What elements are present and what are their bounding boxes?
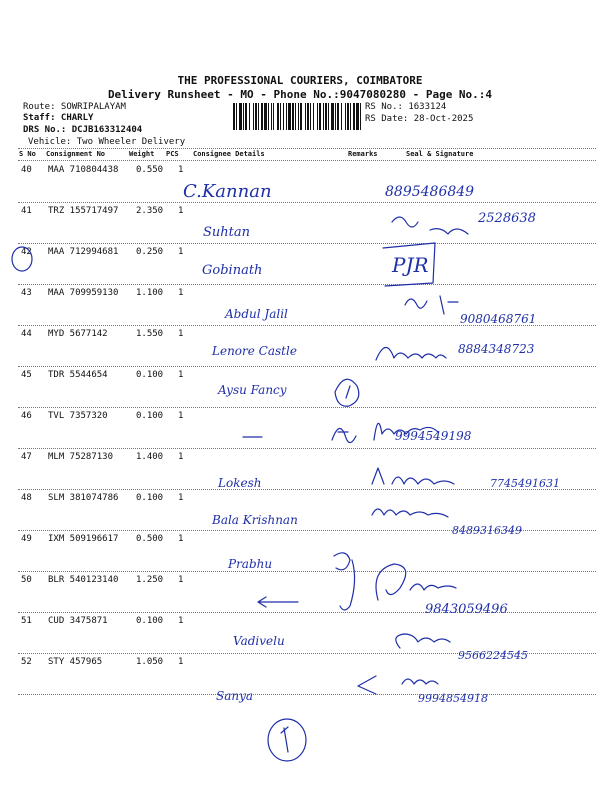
row-weight: 0.100 [136, 411, 164, 421]
rs-date: RS Date: 28-Oct-2025 [365, 114, 474, 124]
barcode-bar [288, 103, 291, 130]
row-weight: 2.350 [136, 206, 164, 216]
ink-sign-52: 9994854918 [418, 692, 488, 705]
table-header-rule [18, 160, 596, 161]
barcode-bar [347, 103, 349, 130]
row-rule [18, 202, 596, 203]
barcode-bar [233, 103, 235, 130]
barcode-bar [335, 103, 336, 130]
table-top-rule [18, 148, 596, 149]
barcode-bar [249, 103, 250, 130]
row-pcs: 1 [178, 247, 184, 257]
barcode-bar [283, 103, 284, 130]
rs-number: RS No.: 1633124 [365, 102, 447, 112]
col-header-sno: S No [19, 150, 36, 158]
row-weight: 0.500 [136, 534, 164, 544]
barcode-bar [323, 103, 324, 130]
row-pcs: 1 [178, 575, 184, 585]
barcode-bar [253, 103, 254, 130]
row-rule [18, 530, 596, 531]
row-consignment: TRZ 155717497 [48, 206, 119, 216]
barcode-bar [328, 103, 329, 130]
row-weight: 0.100 [136, 616, 164, 626]
row-rule [18, 571, 596, 572]
barcode-bar [261, 103, 263, 130]
col-header-consignment: Consignment No [46, 150, 106, 158]
barcode-bar [277, 103, 279, 130]
row-consignment: BLR 540123140 [48, 575, 119, 585]
row-sno: 51 [21, 616, 32, 626]
row-consignment: MYD 5677142 [48, 329, 108, 339]
barcode-bar [243, 103, 244, 130]
barcode-bar [298, 103, 299, 130]
row-sno: 44 [21, 329, 32, 339]
ink-scribble-43 [405, 296, 458, 314]
barcode-bar [268, 103, 269, 130]
ink-sign-50-scrawl [376, 564, 456, 600]
ink-mark-49 [334, 553, 355, 610]
barcode-bar [258, 103, 259, 130]
ink-box-42 [383, 243, 435, 286]
ink-arrow-50 [258, 597, 298, 607]
company-title: THE PROFESSIONAL COURIERS, COIMBATORE [177, 74, 423, 87]
barcode-bar [305, 103, 306, 130]
row-rule [18, 366, 596, 367]
barcode-bar [280, 103, 281, 130]
ink-arrow-52 [358, 676, 376, 694]
row-pcs: 1 [178, 657, 184, 667]
col-header-signature: Seal & Signature [406, 150, 474, 158]
ink-scribble-44 [376, 347, 446, 360]
ink-consignee-44: Lenore Castle [212, 344, 297, 358]
row-pcs: 1 [178, 165, 184, 175]
ink-scribble-41 [392, 217, 468, 234]
barcode-bar [350, 103, 351, 130]
barcode-bar [319, 103, 321, 130]
barcode-bar [345, 103, 346, 130]
ink-consignee-52: Sanya [216, 689, 254, 703]
barcode-bar [356, 103, 359, 130]
ink-sign-44: 8884348723 [458, 342, 535, 356]
ink-consignee-48: Bala Krishnan [212, 513, 298, 527]
row-rule [18, 325, 596, 326]
barcode-bar [245, 103, 247, 130]
ink-consignee-47: Lokesh [218, 476, 262, 490]
row-sno: 40 [21, 165, 32, 175]
row-sno: 46 [21, 411, 32, 421]
ink-consignee-51: Vadivelu [233, 634, 285, 648]
row-pcs: 1 [178, 206, 184, 216]
barcode-bar [300, 103, 302, 130]
ink-sign-43: 9080468761 [460, 312, 537, 326]
ink-circle-bottom [268, 719, 306, 761]
barcode-bar [310, 103, 311, 130]
barcode-bar [360, 103, 361, 130]
barcode-bar [292, 103, 294, 130]
ink-sign-47-scrawl [372, 468, 454, 484]
ink-consignee-41: Suhtan [203, 225, 250, 240]
row-rule [18, 243, 596, 244]
ink-consignee-43: Abdul Jalil [225, 307, 288, 321]
row-pcs: 1 [178, 370, 184, 380]
ink-sign-48-scrawl [372, 509, 448, 517]
barcode-bar [239, 103, 242, 130]
row-weight: 0.100 [136, 370, 164, 380]
ink-sign-47: 7745491631 [490, 477, 560, 490]
ink-sign-46: 9994549198 [395, 429, 472, 443]
ink-consignee-40: C.Kannan [183, 181, 272, 202]
barcode-bar [353, 103, 355, 130]
barcode-bar [295, 103, 296, 130]
row-pcs: 1 [178, 452, 184, 462]
row-consignment: MAA 712994681 [48, 247, 119, 257]
ink-stroke-46 [332, 428, 356, 442]
col-header-weight: Weight [129, 150, 155, 158]
row-weight: 1.400 [136, 452, 164, 462]
row-sno: 42 [21, 247, 32, 257]
row-rule [18, 612, 596, 613]
row-rule [18, 694, 596, 695]
ink-sign-42: PJR [392, 253, 429, 277]
row-consignment: MAA 709959130 [48, 288, 119, 298]
col-header-remarks: Remarks [348, 150, 378, 158]
ink-consignee-42: Gobinath [202, 263, 263, 278]
row-weight: 1.550 [136, 329, 164, 339]
row-sno: 49 [21, 534, 32, 544]
barcode-bar [341, 103, 342, 130]
ink-sign-51-scrawl [396, 634, 450, 648]
row-weight: 1.050 [136, 657, 164, 667]
row-rule [18, 489, 596, 490]
row-pcs: 1 [178, 411, 184, 421]
staff-label: Staff: CHARLY [23, 113, 94, 123]
row-weight: 1.250 [136, 575, 164, 585]
ink-sign-48: 8489316349 [452, 524, 522, 537]
barcode-bar [331, 103, 334, 130]
row-weight: 1.100 [136, 288, 164, 298]
ink-sign-50: 9843059496 [425, 602, 508, 617]
col-header-pcs: PCS [166, 150, 179, 158]
row-consignment: SLM 381074786 [48, 493, 119, 503]
row-consignment: STY 457965 [48, 657, 103, 667]
barcode [233, 103, 361, 130]
barcode-bar [236, 103, 237, 130]
barcode-bar [286, 103, 287, 130]
row-sno: 47 [21, 452, 32, 462]
ink-sign-41: 2528638 [478, 211, 536, 226]
row-pcs: 1 [178, 288, 184, 298]
row-sno: 43 [21, 288, 32, 298]
row-sno: 48 [21, 493, 32, 503]
barcode-bar [264, 103, 267, 130]
row-consignment: TVL 7357320 [48, 411, 108, 421]
row-sno: 52 [21, 657, 32, 667]
row-sno: 50 [21, 575, 32, 585]
ink-consignee-45: Aysu Fancy [218, 383, 287, 397]
row-consignment: MLM 75287130 [48, 452, 114, 462]
col-header-consignee: Consignee Details [193, 150, 265, 158]
row-consignment: IXM 509196617 [48, 534, 119, 544]
row-rule [18, 448, 596, 449]
row-consignment: MAA 710804438 [48, 165, 119, 175]
barcode-bar [273, 103, 274, 130]
barcode-bar [255, 103, 257, 130]
barcode-bar [271, 103, 272, 130]
row-rule [18, 284, 596, 285]
ink-mark-bottom [281, 727, 288, 752]
row-sno: 45 [21, 370, 32, 380]
barcode-bar [337, 103, 339, 130]
runsheet-subtitle: Delivery Runsheet - MO - Phone No.:9047080280 - Page No.:4 [107, 88, 493, 101]
barcode-bar [325, 103, 327, 130]
row-weight: 0.550 [136, 165, 164, 175]
row-pcs: 1 [178, 493, 184, 503]
route-label: Route: SOWRIPALAYAM [23, 102, 126, 112]
ink-sign-40: 8895486849 [385, 184, 475, 200]
row-consignment: TDR 5544654 [48, 370, 108, 380]
row-rule [18, 407, 596, 408]
ink-sign-52-scrawl [402, 679, 438, 684]
row-weight: 0.250 [136, 247, 164, 257]
barcode-bar [313, 103, 314, 130]
ink-sign-46-scrawl [374, 423, 438, 440]
row-rule [18, 653, 596, 654]
row-pcs: 1 [178, 329, 184, 339]
row-consignment: CUD 3475871 [48, 616, 108, 626]
barcode-bar [317, 103, 318, 130]
row-weight: 0.100 [136, 493, 164, 503]
ink-sign-51: 9566224545 [458, 649, 528, 662]
row-sno: 41 [21, 206, 32, 216]
row-pcs: 1 [178, 534, 184, 544]
drs-label: DRS No.: DCJB163312404 [23, 125, 143, 135]
barcode-bar [307, 103, 309, 130]
ink-consignee-49: Prabhu [228, 557, 273, 571]
vehicle-label: Vehicle: Two Wheeler Delivery [28, 137, 186, 147]
row-pcs: 1 [178, 616, 184, 626]
ink-mark-45 [335, 379, 359, 406]
